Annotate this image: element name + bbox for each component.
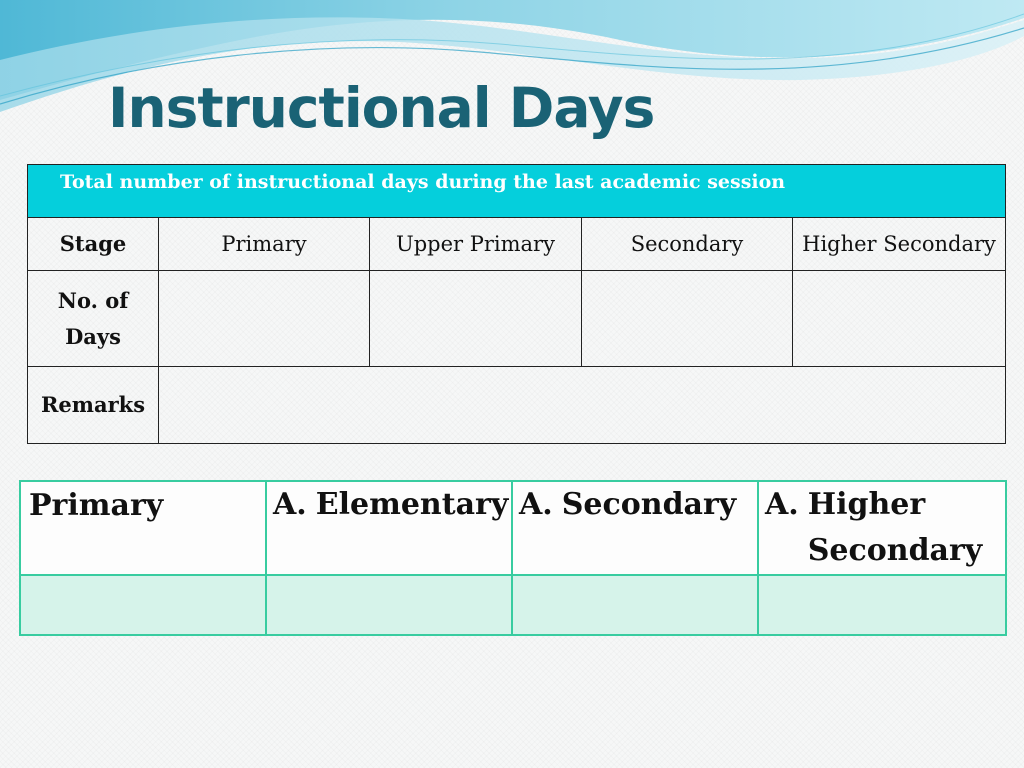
list-marker: A. [273,487,307,522]
table-caption: Total number of instructional days during the last academic session [60,171,786,193]
stage-secondary: Secondary [582,218,793,271]
levels-cell-secondary[interactable] [512,575,758,635]
days-upper-primary-cell[interactable] [370,271,582,367]
remarks-label: Remarks [28,367,159,444]
levels-header-text: Elementary [315,487,509,522]
days-label-line-2: Days [65,323,121,349]
levels-data-row [20,575,1006,635]
school-levels-table [19,480,1007,636]
remarks-cell[interactable] [159,367,1006,444]
levels-header-secondary [512,481,758,575]
stage-row [28,218,1006,271]
days-secondary-cell[interactable] [582,271,793,367]
levels-cell-primary[interactable] [20,575,266,635]
days-higher-secondary-cell[interactable] [793,271,1006,367]
levels-header-higher-secondary [758,481,1006,575]
remarks-row [28,367,1006,444]
days-label-line-1: No. of [57,287,129,313]
days-primary-cell[interactable] [159,271,370,367]
levels-header-primary: Primary [20,481,266,575]
stage-higher-secondary: Higher Secondary [793,218,1006,271]
stage-upper-primary: Upper Primary [370,218,582,271]
levels-cell-higher-secondary[interactable] [758,575,1006,635]
stage-label: Stage [28,218,159,271]
levels-header-row [20,481,1006,575]
days-label [28,271,159,367]
instructional-days-table [27,164,1006,444]
days-row [28,271,1006,367]
table-caption-row [28,165,1006,218]
levels-header-elementary [266,481,512,575]
list-marker: A. [519,487,553,522]
page-title: Instructional Days [108,76,655,140]
levels-header-text: Higher Secondary [807,487,983,568]
levels-cell-elementary[interactable] [266,575,512,635]
table-caption-cell [28,165,1006,218]
levels-header-text: Secondary [561,487,737,522]
stage-primary: Primary [159,218,370,271]
list-marker: A. [765,487,799,522]
